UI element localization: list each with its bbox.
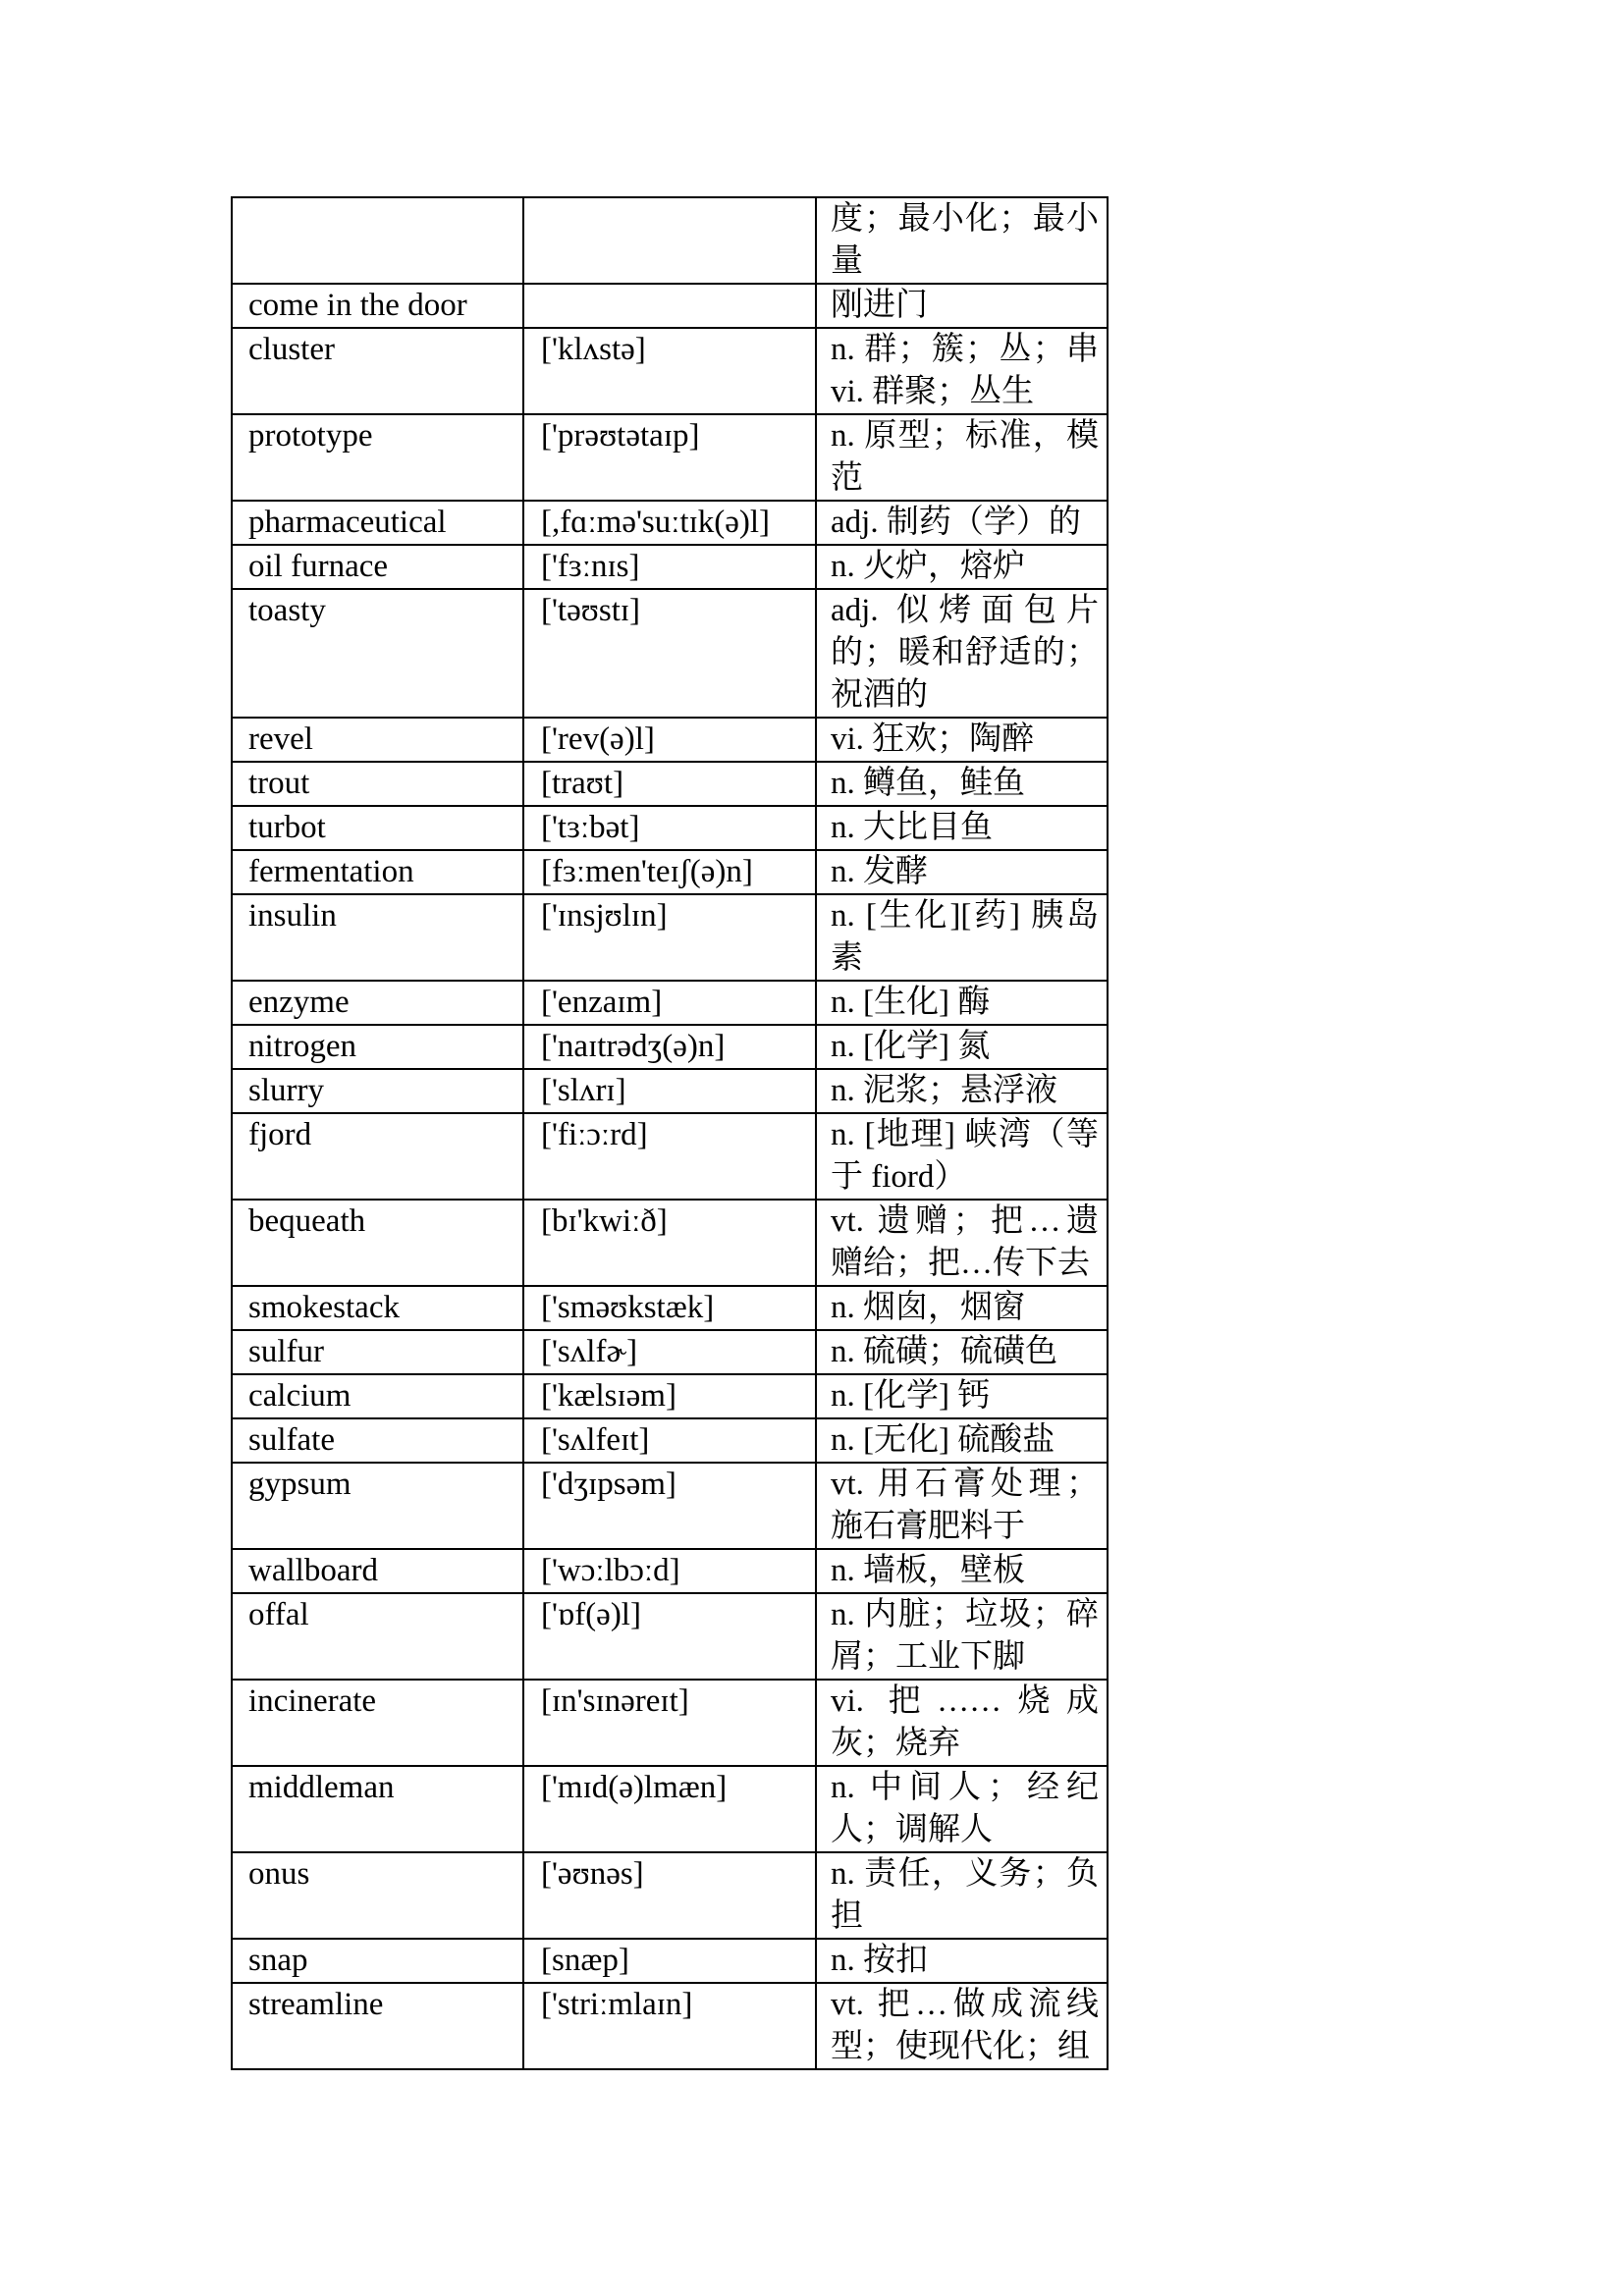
definition-cell [816,1374,1108,1418]
definition-cell [816,1939,1108,1983]
phonetic-cell: ['ɪnsjʊlɪn] [523,894,816,981]
phonetic-cell: ['slʌrɪ] [523,1069,816,1113]
table-row [232,1113,1108,1200]
table-row [232,894,1108,981]
word-cell: toasty [232,589,523,718]
word-cell: cluster [232,328,523,414]
definition-line: n. 硫磺；硫磺色 [831,1334,1057,1369]
definition-line: n. [生化][药] 胰岛 [831,898,1099,934]
word-cell: come in the door [232,284,523,328]
definition-cell [816,1200,1108,1286]
definition-line: n. 烟囱，烟窗 [831,1290,1025,1325]
definition-line: vi. 狂欢；陶醉 [831,721,1035,757]
phonetic-cell: [,fɑːmə'suːtɪk(ə)l] [523,501,816,545]
table-row [232,1025,1108,1069]
phonetic-cell [523,197,816,284]
word-cell: pharmaceutical [232,501,523,545]
definition-cell [816,1593,1108,1680]
definition-line: 型；使现代化；组 [831,2029,1090,2064]
phonetic-cell: ['dʒɪpsəm] [523,1463,816,1549]
phonetic-cell [523,284,816,328]
word-cell: oil furnace [232,545,523,589]
phonetic-cell: ['sʌlfɚ] [523,1330,816,1374]
table-row [232,1330,1108,1374]
definition-line: n. [无化] 硫酸盐 [831,1422,1055,1458]
definition-cell [816,501,1108,545]
definition-line: 于 fiord） [831,1159,967,1195]
word-cell: enzyme [232,981,523,1025]
phonetic-cell: ['wɔːlbɔːd] [523,1549,816,1593]
table-row [232,762,1108,806]
word-cell: bequeath [232,1200,523,1286]
table-row [232,806,1108,850]
definition-line: 担 [831,1898,863,1934]
definition-line: vt. 用石膏处理； [831,1467,1099,1502]
word-cell: nitrogen [232,1025,523,1069]
table-row [232,284,1108,328]
table-row [232,1680,1108,1766]
table-row [232,1069,1108,1113]
word-cell: calcium [232,1374,523,1418]
table-row [232,1939,1108,1983]
table-row [232,1200,1108,1286]
word-cell: offal [232,1593,523,1680]
definition-cell [816,1983,1108,2069]
table-row [232,1463,1108,1549]
word-cell: fjord [232,1113,523,1200]
table-row [232,1286,1108,1330]
definition-line: n. 原型；标准，模 [831,418,1099,454]
vocabulary-table-body [232,197,1108,2069]
definition-line: n. 发酵 [831,854,928,889]
table-row [232,328,1108,414]
phonetic-cell: ['fɜːnɪs] [523,545,816,589]
word-cell: trout [232,762,523,806]
table-row [232,718,1108,762]
definition-line: n. 群；簇；丛；串 [831,332,1099,367]
word-cell: onus [232,1852,523,1939]
definition-cell [816,284,1108,328]
definition-cell [816,1463,1108,1549]
definition-line: 刚进门 [831,288,928,323]
definition-line: n. 内脏；垃圾；碎 [831,1597,1099,1632]
definition-cell [816,197,1108,284]
definition-cell [816,762,1108,806]
definition-line: n. 鳟鱼，鲑鱼 [831,766,1025,801]
definition-line: 的；暖和舒适的； [831,635,1099,670]
definition-line: adj. 似烤面包片 [831,593,1099,628]
definition-cell [816,328,1108,414]
definition-cell [816,806,1108,850]
definition-line: n. 大比目鱼 [831,810,993,845]
phonetic-cell: ['sməʊkstæk] [523,1286,816,1330]
definition-cell [816,1025,1108,1069]
table-row [232,1593,1108,1680]
word-cell: fermentation [232,850,523,894]
table-row [232,589,1108,718]
phonetic-cell: ['sʌlfeɪt] [523,1418,816,1463]
definition-cell [816,981,1108,1025]
word-cell: sulfate [232,1418,523,1463]
table-row [232,850,1108,894]
definition-line: 人；调解人 [831,1812,993,1847]
definition-line: n. [化学] 氮 [831,1029,991,1064]
definition-line: vi. 把……烧成 [831,1683,1099,1719]
definition-line: n. [地理] 峡湾（等 [831,1117,1099,1152]
word-cell: slurry [232,1069,523,1113]
word-cell: smokestack [232,1286,523,1330]
definition-cell [816,589,1108,718]
definition-cell [816,1069,1108,1113]
word-cell: streamline [232,1983,523,2069]
phonetic-cell: [bɪ'kwiːð] [523,1200,816,1286]
definition-line: 屑；工业下脚 [831,1639,1025,1675]
table-row [232,501,1108,545]
phonetic-cell: ['əʊnəs] [523,1852,816,1939]
definition-cell [816,1680,1108,1766]
definition-line: n. 按扣 [831,1943,928,1978]
definition-line: 祝酒的 [831,677,928,713]
definition-line: n. 中间人；经纪 [831,1770,1099,1805]
table-row [232,1852,1108,1939]
table-row [232,1374,1108,1418]
definition-line: 施石膏肥料于 [831,1509,1025,1544]
word-cell: wallboard [232,1549,523,1593]
word-cell: turbot [232,806,523,850]
word-cell: gypsum [232,1463,523,1549]
definition-line: 赠给；把…传下去 [831,1246,1090,1281]
phonetic-cell: ['rev(ə)l] [523,718,816,762]
definition-line: 灰；烧弃 [831,1726,960,1761]
definition-line: n. 泥浆；悬浮液 [831,1073,1057,1108]
phonetic-cell: [ɪn'sɪnəreɪt] [523,1680,816,1766]
table-row [232,1983,1108,2069]
phonetic-cell: ['ɒf(ə)l] [523,1593,816,1680]
vocabulary-table [231,196,1109,2070]
phonetic-cell: ['prəʊtətaɪp] [523,414,816,501]
table-row [232,414,1108,501]
definition-cell [816,850,1108,894]
phonetic-cell: ['təʊstɪ] [523,589,816,718]
table-row [232,1549,1108,1593]
word-cell: middleman [232,1766,523,1852]
definition-cell [816,545,1108,589]
word-cell: incinerate [232,1680,523,1766]
phonetic-cell: ['fiːɔːrd] [523,1113,816,1200]
word-cell: revel [232,718,523,762]
table-row [232,1766,1108,1852]
word-cell [232,197,523,284]
table-row [232,981,1108,1025]
definition-line: 度；最小化；最小 [831,201,1099,237]
phonetic-cell: ['naɪtrədʒ(ə)n] [523,1025,816,1069]
definition-cell [816,1852,1108,1939]
definition-cell [816,414,1108,501]
definition-cell [816,1418,1108,1463]
phonetic-cell: [snæp] [523,1939,816,1983]
definition-cell [816,1549,1108,1593]
definition-line: adj. 制药（学）的 [831,505,1081,540]
definition-line: n. 责任，义务；负 [831,1856,1099,1892]
definition-line: vt. 把…做成流线 [831,1987,1099,2022]
phonetic-cell: ['tɜːbət] [523,806,816,850]
definition-cell [816,1330,1108,1374]
definition-line: vt. 遗赠；把…遗 [831,1203,1099,1239]
word-cell: insulin [232,894,523,981]
table-row [232,1418,1108,1463]
definition-line: vi. 群聚；丛生 [831,374,1035,409]
definition-line: 量 [831,243,863,279]
definition-line: n. [化学] 钙 [831,1378,991,1414]
phonetic-cell: ['kælsɪəm] [523,1374,816,1418]
definition-cell [816,1113,1108,1200]
phonetic-cell: ['striːmlaɪn] [523,1983,816,2069]
definition-cell [816,1766,1108,1852]
phonetic-cell: ['enzaɪm] [523,981,816,1025]
word-cell: prototype [232,414,523,501]
phonetic-cell: ['mɪd(ə)lmæn] [523,1766,816,1852]
phonetic-cell: [traʊt] [523,762,816,806]
word-cell: snap [232,1939,523,1983]
word-cell: sulfur [232,1330,523,1374]
definition-cell [816,1286,1108,1330]
definition-line: 素 [831,940,863,976]
phonetic-cell: [fɜːmen'teɪʃ(ə)n] [523,850,816,894]
definition-cell [816,894,1108,981]
definition-line: n. [生化] 酶 [831,985,991,1020]
definition-line: n. 火炉，熔炉 [831,549,1025,584]
definition-cell [816,718,1108,762]
phonetic-cell: ['klʌstə] [523,328,816,414]
table-row [232,545,1108,589]
table-row [232,197,1108,284]
definition-line: 范 [831,460,863,496]
definition-line: n. 墙板，壁板 [831,1553,1025,1588]
